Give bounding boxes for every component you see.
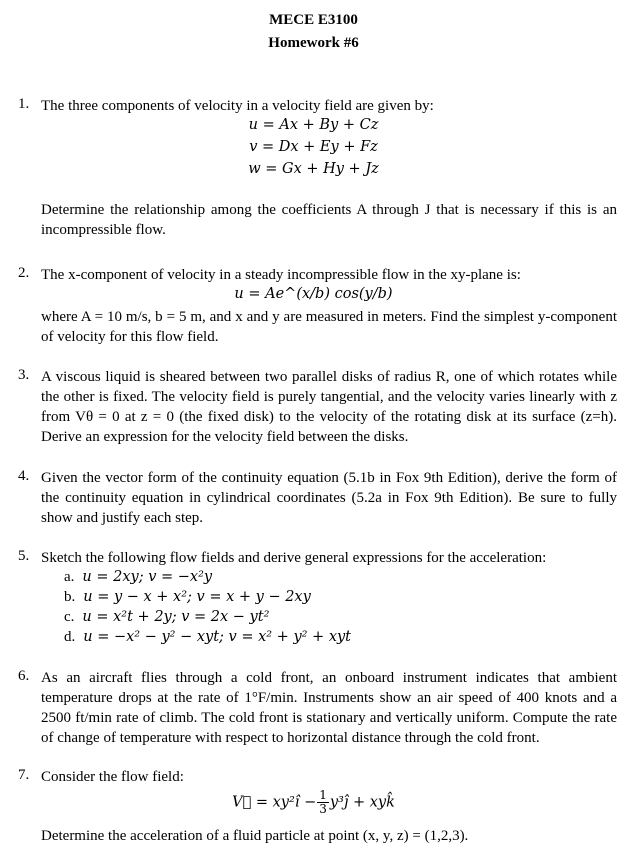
problem-2-equation: u = Ae^(x/b) cos(y/b) [234,286,393,302]
problem-5-item-b: b. u = y − x + x²; v = x + y − 2xy [64,589,311,605]
problem-7-intro: Consider the flow field: [41,769,184,785]
problem-1-intro: The three components of velocity in a velocity field are given by: [41,98,434,114]
problem-4-number: 4. [18,468,30,484]
problem-5-intro: Sketch the following flow fields and derive general expressions for the acceleration: [41,550,547,566]
problem-1-number: 1. [18,96,30,112]
problem-1-body: Determine the relationship among the coefficients A through J that is necessary if this is an incompressible flow. [41,202,617,238]
problem-1-eq-u: u = Ax + By + Cz [248,117,379,133]
problem-3-number: 3. [18,367,30,383]
problem-1-eq-w: w = Gx + Hy + Jz [248,161,379,177]
problem-2-number: 2. [18,265,30,281]
problem-7-body: Determine the acceleration of a fluid particle at point (x, y, z) = (1,2,3). [41,828,469,844]
problem-7-number: 7. [18,767,30,783]
problem-1-eq-v: v = Dx + Ey + Fz [249,139,378,155]
problem-2-body: where A = 10 m/s, b = 5 m, and x and y are measured in meters. Find the simplest y-component of velocity for this flow field. [41,309,617,345]
course-title: MECE E3100 [269,12,358,28]
problem-5-item-d: d. u = −x² − y² − xyt; v = x² + y² + xyt [64,629,352,645]
problem-2-intro: The x-component of velocity in a steady incompressible flow in the xy-plane is: [41,267,521,283]
problem-3-body: A viscous liquid is sheared between two parallel disks of radius R, one of which rotates while the other is fixed. The velocity field is purely tangential, and the velocity varies linearly with z from Vθ = 0 at z = 0 (the fixed disk) to the velocity of the rotating disk at its surface (z=h). Derive an expression for the velocity field between the disks. [41,369,617,445]
problem-5-item-c: c. u = x²t + 2y; v = 2x − yt² [64,609,270,625]
homework-title: Homework #6 [268,35,359,51]
problem-5-number: 5. [18,548,30,564]
problem-6-number: 6. [18,668,30,684]
one-third-fraction: $\frac{1}{3}$ [319,788,327,816]
problem-5-item-a: a. u = 2xy; v = −x²y [64,569,213,585]
problem-4-body: Given the vector form of the continuity equation (5.1b in Fox 9th Edition), derive the form of the continuity equation in cylindrical coordinates (5.2a in Fox 9th Edition). Be sure to fully show and justify each step. [41,470,617,526]
problem-6-body: As an aircraft flies through a cold front, an onboard instrument indicates that ambient temperature drops at the rate of 1°F/min. Instruments show an air speed of 400 knots and a 2500 ft/min rate of climb. The cold front is stationary and vertically uniform. Compute the rate of change of temperature with respect to horizontal distance through the cold front. [41,670,617,746]
problem-7-equation: V⃗ = xy²î − $\frac{1}{3}$ y³ĵ + xyk̂ [232,788,395,816]
